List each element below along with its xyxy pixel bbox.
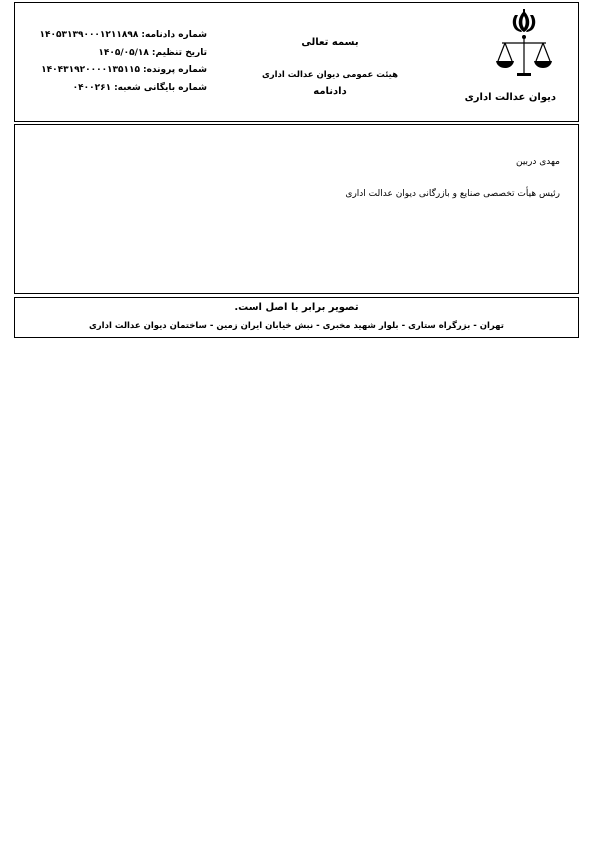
court-name: دیوان عدالت اداری: [464, 92, 556, 103]
signer-title: رئیس هیأت تخصصی صنایع و بازرگانی دیوان عدالت اداری: [345, 189, 560, 199]
signer-name: مهدی دربین: [515, 157, 560, 167]
document-footer: [14, 297, 579, 338]
meta-value: ۱۴۰۴۳۱۹۲۰۰۰۰۱۳۵۱۱۵: [41, 65, 141, 75]
meta-row-issue-date: [37, 45, 207, 63]
meta-label: شماره بایگانی شعبه:: [114, 82, 207, 93]
document-meta: [37, 27, 207, 97]
document-header: [14, 2, 579, 122]
meta-row-archive-number: [37, 80, 207, 98]
meta-value: ۱۴۰۵/۰۵/۱۸: [98, 47, 149, 58]
meta-row-judgment-number: [37, 27, 207, 45]
court-address: تهران - بزرگراه ستاری - بلوار شهید مخبری - نبش خیابان ایران زمین - ساختمان دیوان عدالت اداری: [89, 321, 504, 331]
meta-label: تاریخ تنظیم:: [151, 47, 207, 58]
court-emblem-icon: [493, 7, 555, 81]
meta-value: ۰۴۰۰۲۶۱: [72, 82, 112, 93]
document-type-title: دادنامه: [313, 86, 347, 97]
meta-label: شماره پرونده:: [143, 65, 207, 75]
meta-row-case-number: [37, 62, 207, 80]
meta-value: ۱۴۰۵۳۱۳۹۰۰۰۱۲۱۱۸۹۸: [39, 30, 139, 40]
certified-copy-note: تصویر برابر با اصل است.: [234, 302, 359, 313]
bismillah-heading: بسمه تعالی: [301, 37, 359, 48]
document-body: [14, 124, 579, 294]
meta-label: شماره دادنامه:: [141, 30, 207, 40]
general-board-title: هیئت عمومی دیوان عدالت اداری: [261, 70, 399, 80]
